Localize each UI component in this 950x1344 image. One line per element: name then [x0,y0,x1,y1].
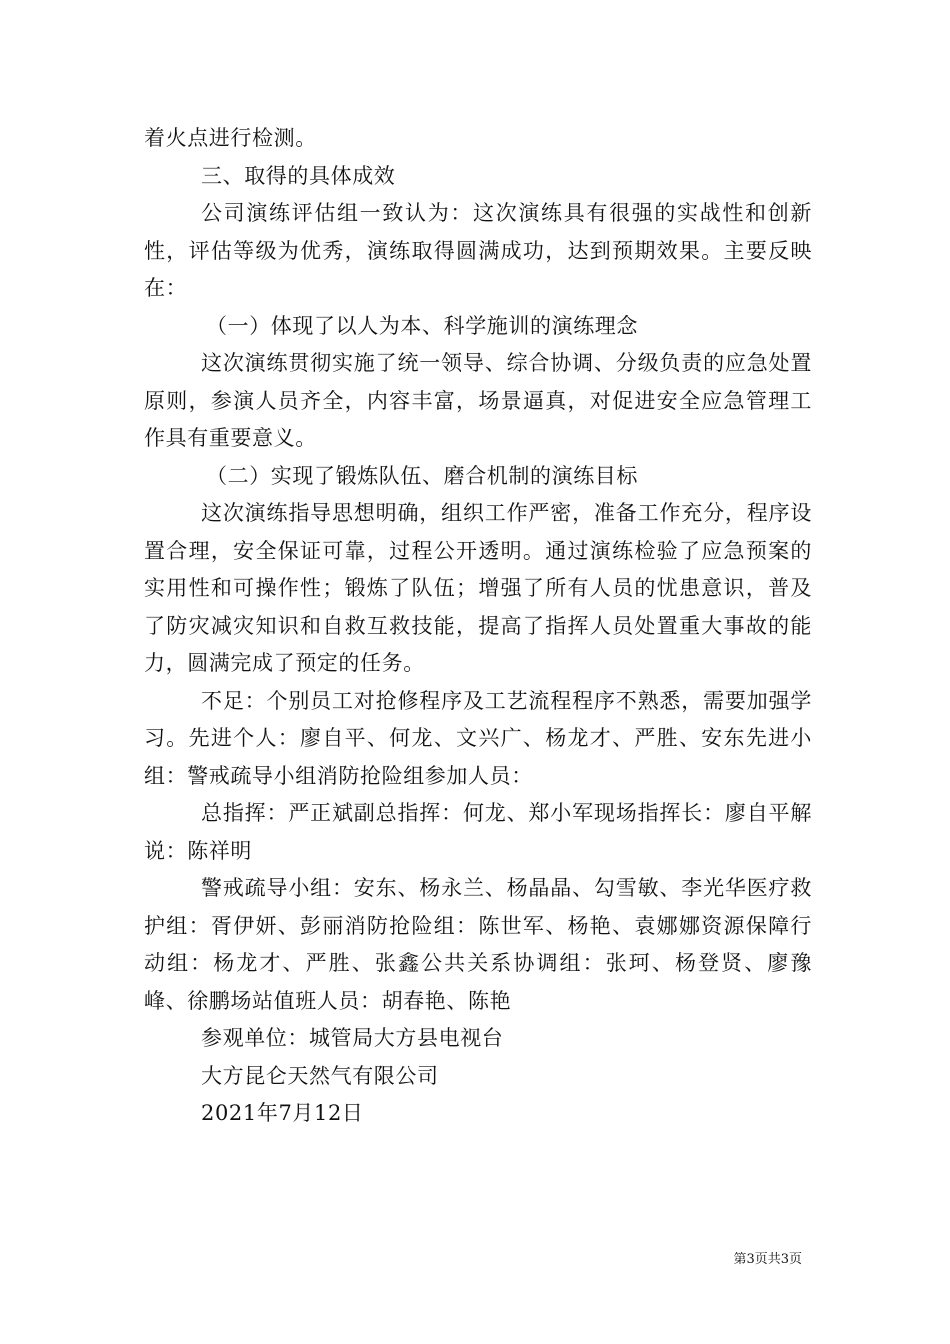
page-number: 第3页共3页 [733,1252,802,1267]
document-body [144,120,812,1133]
paragraph-continuation: 着火点进行检测。 [144,126,317,150]
paragraph-principles: 这次演练贯彻实施了统一领导、综合协调、分级负责的应急处置原则，参演人员齐全，内容丰富，场景逼真，对促进安全应急管理工作具有重要意义。 [144,351,812,450]
paragraph-groups: 警戒疏导小组：安东、杨永兰、杨晶晶、勾雪敏、李光华医疗救护组：胥伊妍、彭丽消防抢险组：陈世军、杨艳、袁娜娜资源保障行动组：杨龙才、严胜、张鑫公共关系协调组：张珂、杨登贤、廖豫峰、徐鹏场站值班人员：胡春艳、陈艳 [144,876,812,1013]
paragraph-visitors: 参观单位：城管局大方县电视台 [201,1026,504,1050]
signature-company: 大方昆仑天然气有限公司 [201,1063,439,1088]
paragraph-commanders: 总指挥：严正斌副总指挥：何龙、郑小军现场指挥长：廖自平解说：陈祥明 [144,801,812,863]
paragraph-evaluation: 公司演练评估组一致认为：这次演练具有很强的实战性和创新性，评估等级为优秀，演练取得圆满成功，达到预期效果。主要反映在： [144,201,812,300]
signature-date: 2021年7月12日 [201,1101,364,1125]
section-heading-results: 三、取得的具体成效 [201,163,396,188]
subheading-one: （一）体现了以人为本、科学施训的演练理念 [206,313,638,338]
paragraph-guidance: 这次演练指导思想明确，组织工作严密，准备工作充分，程序设置合理，安全保证可靠，过程公开透明。通过演练检验了应急预案的实用性和可操作性；锻炼了队伍；增强了所有人员的忧患意识，普及了防灾减灾知识和自救互救技能，提高了指挥人员处置重大事故的能力，圆满完成了预定的任务。 [144,501,812,675]
paragraph-shortcomings: 不足：个别员工对抢修程序及工艺流程程序不熟悉，需要加强学习。先进个人：廖自平、何龙、文兴广、杨龙才、严胜、安东先进小组：警戒疏导小组消防抢险组参加人员： [144,688,812,788]
subheading-two: （二）实现了锻炼队伍、磨合机制的演练目标 [206,463,638,488]
